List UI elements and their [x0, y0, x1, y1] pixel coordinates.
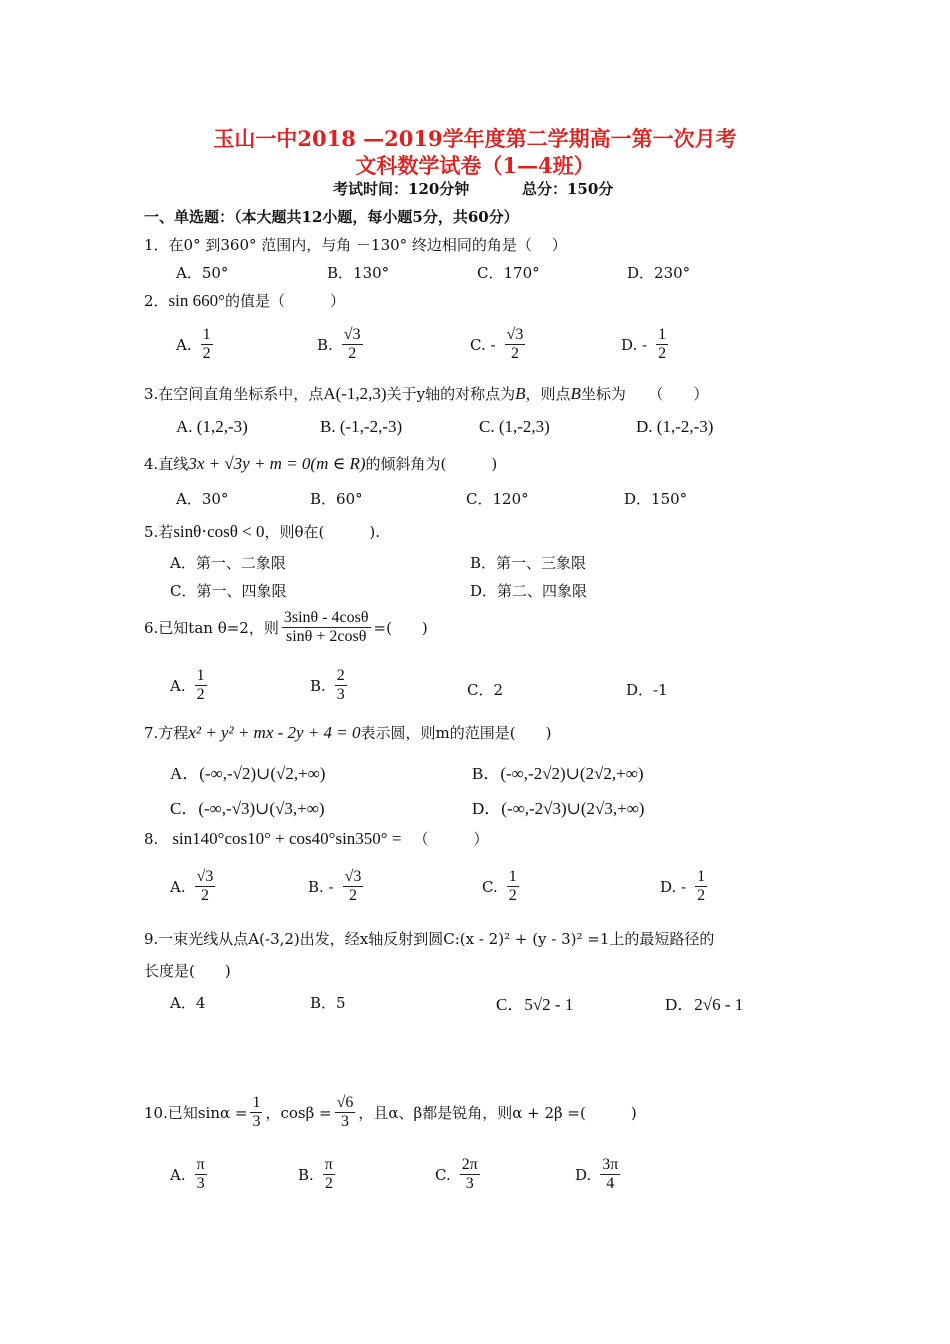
q10-f1-num: 1 [250, 1094, 262, 1113]
question-4-stem [144, 453, 497, 474]
q4-stem-post: 的倾斜角为( ) [365, 455, 498, 473]
q8-option-b-fraction [343, 868, 364, 906]
q5-option-a: A．第一、二象限 [170, 554, 286, 572]
q2-a-den: 2 [202, 345, 211, 363]
q7-option-c: C．(-∞,-√3)∪(√3,+∞) [170, 799, 325, 818]
q10-f2-num: √6 [335, 1094, 356, 1113]
q6-a-num: 1 [195, 667, 207, 686]
q2-option-a-label: A. [176, 335, 192, 354]
q10-d-num: 3π [600, 1156, 620, 1175]
q8-option-c [482, 868, 522, 906]
q10-stem-mid: ，cosβ = [265, 1104, 332, 1123]
q5-option-d: D．第二、四象限 [470, 582, 588, 600]
q9-option-c: C．5√2 - 1 [496, 995, 574, 1014]
q5-option-b: B．第一、三象限 [470, 554, 587, 572]
q9-option-b: B．5 [310, 994, 346, 1012]
q8-d-den: 2 [697, 887, 706, 905]
q10-fraction-2 [335, 1094, 356, 1132]
q3-option-b: B. (-1,-2,-3) [320, 417, 403, 436]
q2-c-num: √3 [505, 326, 526, 345]
q8-option-c-fraction [507, 868, 519, 906]
q2-option-d-fraction [656, 326, 668, 364]
q8-b-num: √3 [343, 868, 364, 887]
q6-stem-post: =( ) [373, 619, 428, 638]
q6-frac-den: sinθ + 2cosθ [286, 628, 367, 646]
question-6-stem [144, 609, 428, 647]
question-5-stem [144, 521, 380, 542]
q8-option-a-label: A. [170, 877, 186, 896]
q8-a-den: 2 [201, 887, 209, 905]
q10-f1-den: 3 [252, 1113, 261, 1131]
q4-line-equation: 3x + √3y + m = 0(m ∈ R) [188, 453, 366, 473]
q10-f2-den: 3 [341, 1113, 350, 1131]
q7-stem-pre: 7.方程 [144, 724, 189, 742]
q3-stem-end: 坐标为 （ ） [580, 385, 709, 403]
q6-option-a [170, 667, 210, 705]
q10-option-b [298, 1156, 338, 1194]
q2-c-den: 2 [510, 345, 519, 363]
q3-stem-post: ，则点 [525, 385, 571, 403]
q8-option-d [660, 868, 710, 906]
q10-option-c-fraction [460, 1156, 480, 1194]
q10-option-b-fraction [323, 1156, 335, 1194]
q2-number: 2． [144, 292, 169, 310]
q2-option-c-label: C. - [470, 335, 496, 354]
q10-option-d [575, 1156, 623, 1194]
q1-option-d: D．230° [627, 264, 691, 282]
q8-a-num: √3 [195, 868, 216, 887]
q8-stem-post: （ ） [413, 830, 489, 848]
question-3-stem [144, 383, 708, 404]
q10-option-c-label: C. [435, 1165, 451, 1184]
q2-option-b-fraction [342, 326, 363, 364]
q2-b-den: 2 [348, 345, 357, 363]
q2-option-d-label: D. - [621, 335, 648, 354]
q2-option-b-label: B. [317, 335, 333, 354]
q2-option-d [621, 326, 671, 364]
q8-option-c-label: C. [482, 877, 498, 896]
q10-a-den: 3 [196, 1175, 205, 1193]
q8-option-b [308, 868, 366, 906]
q10-b-den: 2 [324, 1175, 333, 1193]
q2-a-num: 1 [201, 326, 213, 345]
q2-option-c [470, 326, 528, 364]
q8-option-a [170, 868, 218, 906]
q5-option-c: C．第一、四象限 [170, 582, 287, 600]
q8-b-den: 2 [349, 887, 358, 905]
q3-point-b-2: B [570, 383, 581, 403]
q9-option-d: D．2√6 - 1 [665, 995, 744, 1014]
q4-option-d: D．150° [624, 490, 688, 508]
q7-option-a: A．(-∞,-√2)∪(√2,+∞) [170, 764, 326, 783]
q6-option-a-label: A. [170, 676, 186, 695]
q8-d-num: 1 [695, 868, 707, 887]
question-2-stem [144, 290, 345, 311]
question-9-stem-line1: 9.一束光线从点A(-3,2)出发，经x轴反射到圆C:(x - 2)² + (y - 3)² =1上的最短路径的 [144, 930, 715, 948]
q6-fraction [282, 609, 371, 647]
q6-option-b-label: B. [310, 676, 326, 695]
q10-c-den: 3 [465, 1175, 474, 1193]
q10-option-d-label: D. [575, 1165, 592, 1184]
q10-d-den: 4 [606, 1175, 615, 1193]
q10-option-a-fraction [195, 1156, 207, 1194]
q6-frac-num: 3sinθ - 4cosθ [282, 609, 371, 628]
question-8-stem [144, 828, 488, 849]
q7-stem-post: 表示圆，则m的范围是( ) [360, 724, 552, 742]
q7-option-b: B．(-∞,-2√2)∪(2√2,+∞) [472, 764, 644, 783]
q6-option-b [310, 667, 350, 705]
question-10-stem [144, 1094, 637, 1132]
q2-stem-tail: 的值是（ ） [224, 292, 345, 310]
q8-option-b-label: B. - [308, 877, 334, 896]
exam-title-line1: 玉山一中2018 —2019学年度第二学期高一第一次月考 [213, 126, 737, 151]
exam-title-line2: 文科数学试卷（1—4班） [355, 153, 595, 178]
q8-number: 8. [144, 829, 159, 848]
q7-circle-equation: x² + y² + mx - 2y + 4 = 0 [188, 722, 361, 742]
q10-c-num: 2π [460, 1156, 480, 1175]
section-heading: 一、单选题：（本大题共12小题，每小题5分，共60分） [144, 208, 519, 226]
q3-stem-mid: 关于y轴的对称点为 [386, 385, 516, 403]
q8-option-d-fraction [695, 868, 707, 906]
q9-option-a: A．4 [170, 994, 206, 1012]
q10-fraction-1 [250, 1094, 262, 1132]
exam-time: 考试时间：120分钟 [333, 180, 470, 198]
q2-expression: sin 660° [168, 290, 225, 310]
q5-stem-post: ，则θ在( ). [264, 523, 381, 541]
q10-option-a [170, 1156, 210, 1194]
q6-b-den: 3 [336, 686, 345, 704]
q3-option-a: A. (1,2,-3) [176, 417, 248, 436]
q8-expression: sin140°cos10° + cos40°sin350° = [172, 828, 402, 848]
q3-option-d: D. (1,-2,-3) [636, 417, 714, 436]
q3-point-a: A(-1,2,3) [323, 383, 387, 403]
q8-c-num: 1 [507, 868, 519, 887]
question-9-stem-line2: 长度是( ) [144, 962, 231, 980]
q3-option-c: C. (1,-2,3) [479, 417, 550, 436]
q6-option-b-fraction [335, 667, 347, 705]
q2-d-den: 2 [658, 345, 667, 363]
exam-score: 总分：150分 [522, 180, 614, 198]
q8-c-den: 2 [508, 887, 517, 905]
q8-option-a-fraction [195, 868, 216, 906]
q4-stem-pre: 4.直线 [144, 455, 189, 473]
question-1-stem: 1．在0° 到360° 范围内，与角 －130° 终边相同的角是（ ） [144, 236, 567, 254]
q10-b-num: π [323, 1156, 335, 1175]
q6-option-d: D．-1 [626, 681, 668, 699]
q10-a-num: π [195, 1156, 207, 1175]
q2-option-a-fraction [201, 326, 213, 364]
q1-option-c: C．170° [477, 264, 540, 282]
q4-option-a: A．30° [176, 490, 229, 508]
q6-a-den: 2 [196, 686, 205, 704]
q2-b-num: √3 [342, 326, 363, 345]
q5-stem-pre: 5.若 [144, 523, 174, 541]
q3-stem-pre: 3.在空间直角坐标系中，点 [144, 385, 324, 403]
q2-d-num: 1 [656, 326, 668, 345]
q10-option-d-fraction [600, 1156, 620, 1194]
q2-option-c-fraction [505, 326, 526, 364]
q1-option-a: A．50° [176, 264, 229, 282]
q7-option-d: D．(-∞,-2√3)∪(2√3,+∞) [472, 799, 645, 818]
q8-option-d-label: D. - [660, 877, 687, 896]
q6-option-c: C．2 [467, 681, 504, 699]
q4-option-c: C．120° [466, 490, 529, 508]
q10-stem-pre: 10.已知sinα = [144, 1104, 248, 1123]
q1-option-b: B．130° [327, 264, 390, 282]
q3-point-b: B [515, 383, 526, 403]
q6-stem-pre: 6.已知tan θ=2，则 [144, 619, 279, 638]
q10-option-b-label: B. [298, 1165, 314, 1184]
q5-inequality: sinθ⋅cosθ < 0 [173, 521, 265, 541]
q10-stem-post: ，且α、β都是锐角，则α + 2β =( ) [358, 1104, 637, 1123]
q2-option-a [176, 326, 216, 364]
q6-b-num: 2 [335, 667, 347, 686]
q6-option-a-fraction [195, 667, 207, 705]
q2-option-b [317, 326, 366, 364]
q10-option-c [435, 1156, 483, 1194]
q10-option-a-label: A. [170, 1165, 186, 1184]
q4-option-b: B．60° [310, 490, 363, 508]
question-7-stem [144, 722, 551, 743]
